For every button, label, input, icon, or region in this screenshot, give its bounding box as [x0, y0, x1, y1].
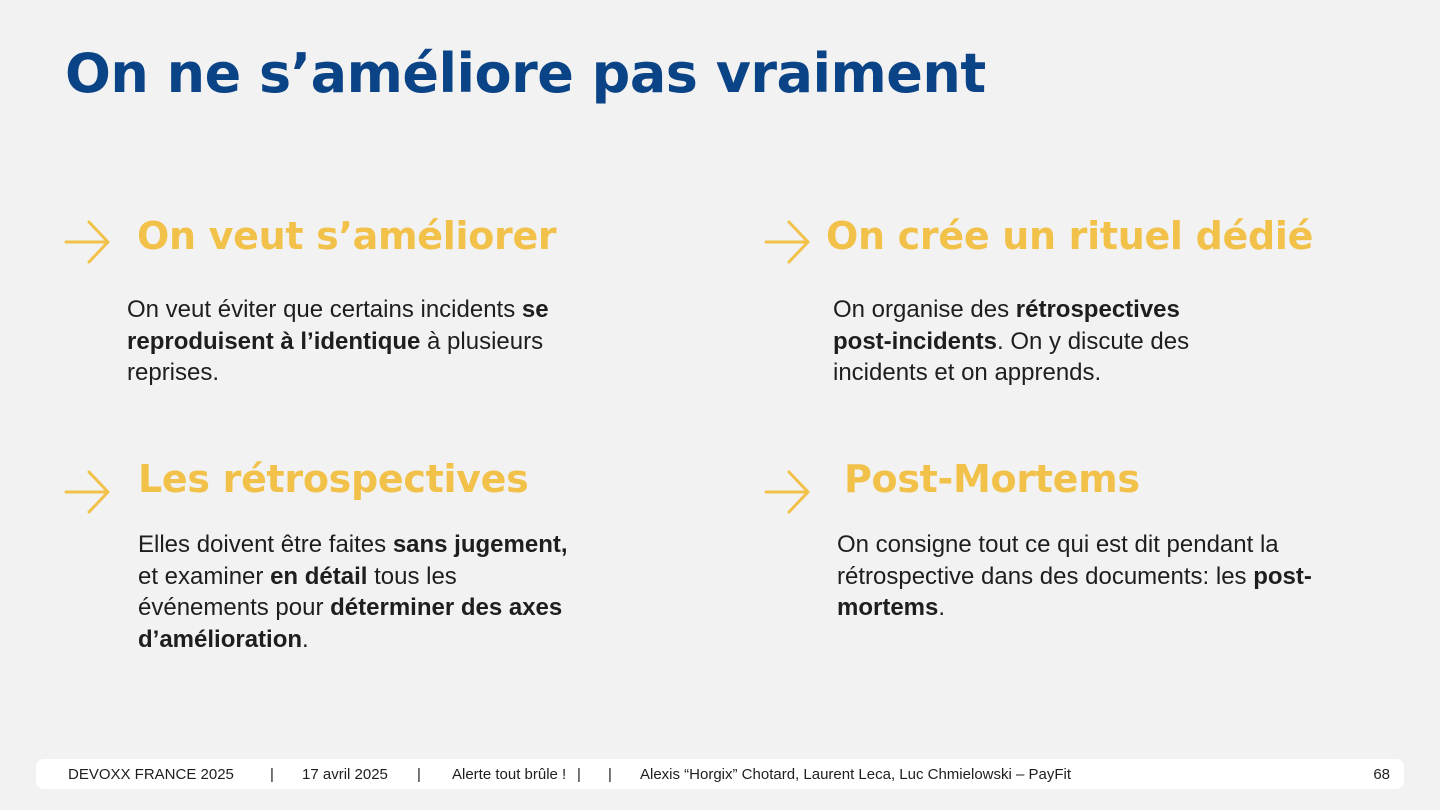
- body-les-retrospectives: [138, 529, 578, 655]
- emphasis-text: rétrospectives post-incidents: [833, 296, 1180, 355]
- slide-title: On ne s’améliore pas vraiment: [65, 42, 986, 105]
- body-text-segment: tous les événements pour: [138, 562, 457, 621]
- emphasis-text: post-mortems: [837, 562, 1312, 621]
- footer-separator: |: [270, 766, 274, 783]
- footer-separator: |: [577, 766, 581, 783]
- body-text-segment: à plusieurs reprises.: [127, 327, 544, 386]
- heading-les-retrospectives: Les rétrospectives: [138, 457, 529, 501]
- footer-separator: |: [417, 766, 421, 783]
- body-text-segment: On consigne tout ce qui est dit pendant la rétrospective dans des documents: les: [837, 531, 1279, 590]
- heading-post-mortems: Post-Mortems: [844, 457, 1140, 501]
- body-text-segment: On veut éviter que certains incidents: [127, 296, 522, 323]
- body-post-mortems: [837, 529, 1312, 624]
- emphasis-text: sans jugement,: [392, 531, 568, 558]
- footer-date: 17 avril 2025: [302, 766, 388, 783]
- arrow-right-icon: [764, 219, 812, 267]
- page-number: 68: [1373, 766, 1390, 783]
- arrow-right-icon: [64, 219, 112, 267]
- footer-event: DEVOXX FRANCE 2025: [68, 766, 234, 783]
- arrow-right-icon: [64, 469, 112, 517]
- slide-footer: [36, 759, 1404, 789]
- heading-on-cree-un-rituel-dedie: On crée un rituel dédié: [826, 214, 1314, 258]
- body-text-segment: .: [302, 625, 309, 653]
- heading-on-veut-s-ameliorer: On veut s’améliorer: [137, 214, 557, 258]
- body-on-veut-s-ameliorer: [127, 294, 567, 389]
- body-text-segment: . On y discute des incidents et on apprends.: [833, 327, 1190, 386]
- emphasis-text: en détail: [270, 562, 368, 590]
- footer-talk-title: Alerte tout brûle !: [452, 766, 567, 783]
- arrow-right-icon: [764, 469, 812, 517]
- body-text-segment: .: [938, 594, 946, 621]
- footer-separator: |: [608, 766, 612, 783]
- emphasis-text: déterminer des axes d’amélioration: [138, 594, 563, 653]
- body-text-segment: et examiner: [138, 562, 271, 590]
- footer-speakers: Alexis “Horgix” Chotard, Laurent Leca, Luc Chmielowski – PayFit: [640, 766, 1072, 783]
- body-text-segment: Elles doivent être faites: [138, 531, 393, 558]
- body-on-cree-un-rituel-dedie: [833, 294, 1233, 389]
- body-text-segment: On organise des: [833, 296, 1016, 323]
- emphasis-text: se reproduisent à l’identique: [127, 296, 549, 355]
